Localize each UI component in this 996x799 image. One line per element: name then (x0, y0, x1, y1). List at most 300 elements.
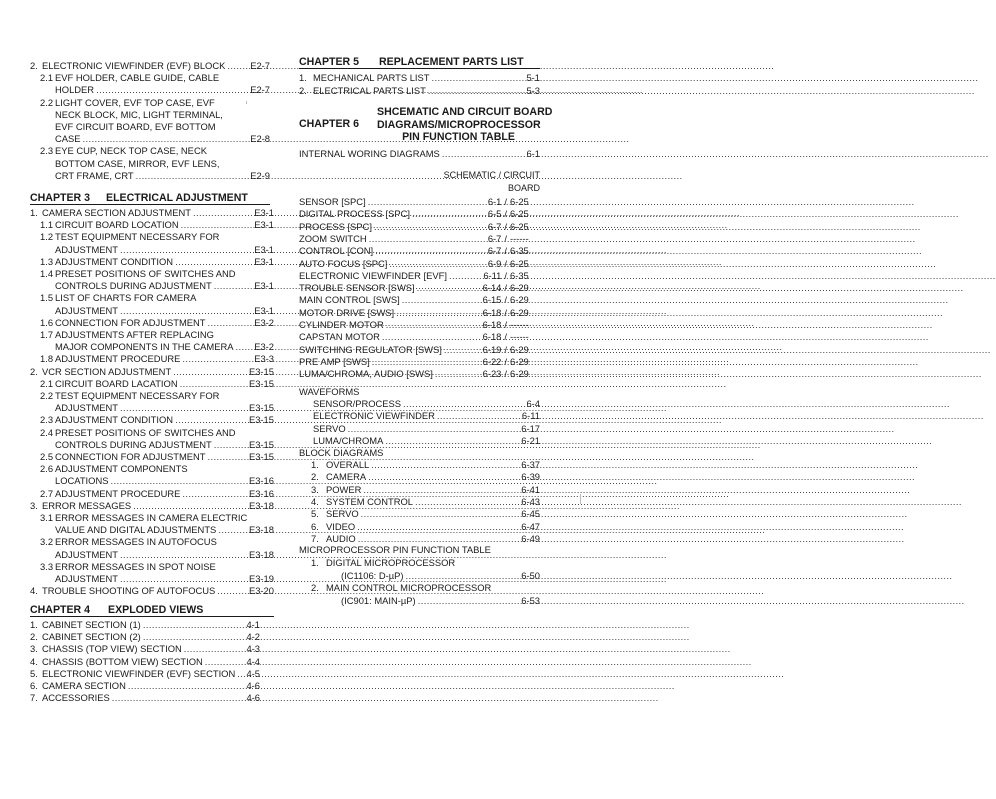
dot-leader (180, 378, 247, 390)
item-text: ADJUSTMENT COMPONENTS (55, 463, 188, 475)
toc-line (299, 282, 540, 294)
schematic-page: 6-9 (487, 257, 502, 269)
chapter-title-line: DIAGRAMS/MICROPROCESSOR (377, 118, 541, 131)
toc-line (326, 484, 540, 496)
diagram-name: ZOOM SWITCH (299, 232, 367, 244)
board-page: 6-25 (510, 220, 529, 232)
item-text: ADJUSTMENT CONDITION (55, 255, 174, 267)
item-text: ACCESSORIES (42, 692, 110, 704)
page-number: 6-43 (521, 495, 540, 507)
dot-leader (442, 148, 525, 160)
toc-line (42, 585, 274, 597)
toc-line (299, 294, 540, 306)
dot-leader (437, 410, 520, 422)
dot-leader (175, 414, 247, 426)
page-number: E3-16 (248, 487, 274, 499)
diagram-name: ELECTRONIC VIEWFINDER [EVF] (299, 269, 447, 281)
item-text: CASE (55, 133, 81, 145)
separator: / (504, 368, 507, 380)
item-text: VALUE AND DIGITAL ADJUSTMENTS (55, 524, 217, 536)
item-text: LOCATIONS (55, 475, 109, 487)
waveform-name: SENSOR/PROCESS (313, 398, 402, 409)
item-number: 2.1 (40, 72, 54, 84)
item-text: ADJUSTMENT (55, 243, 119, 255)
item-text: CONTROLS DURING ADJUSTMENT (55, 438, 212, 450)
dot-leader (371, 459, 519, 471)
scan-mark (580, 494, 581, 504)
item-text: MAJOR COMPONENTS IN THE CAMERA (55, 341, 234, 353)
item-text: BOTTOM CASE, MIRROR, EVF LENS, (55, 157, 220, 169)
page-number: 6-21 (521, 434, 540, 446)
item-number: 2.5 (40, 451, 54, 462)
schematic-page: 6-23 (482, 368, 502, 380)
block-name: OVERALL (326, 459, 370, 470)
item-text: CIRCUIT BOARD LACATION (55, 377, 178, 389)
item-number: 2. (299, 84, 307, 96)
item-number: 2. (30, 60, 38, 71)
toc-line (55, 329, 288, 341)
chapter-label: CHAPTER 3 (30, 192, 91, 204)
board-page: ------ (510, 331, 529, 343)
page-number: 6-41 (521, 483, 540, 495)
page-number: E3-1 (254, 255, 274, 267)
board-page: ------ (510, 319, 529, 330)
page-number: E3-18 (248, 548, 274, 560)
item-text: CAMERA SECTION (42, 680, 126, 691)
toc-line (55, 72, 288, 84)
dot-leader (193, 207, 252, 219)
separator: / (504, 196, 507, 207)
item-text: ADJUSTMENT (55, 548, 119, 560)
micro-name: MAIN CONTROL MICROPROCESSOR (326, 582, 492, 593)
dot-leader (173, 366, 247, 378)
chapter-underline (30, 616, 274, 617)
toc-line (55, 133, 270, 145)
page-number: E3-15 (248, 451, 274, 462)
toc-line (55, 109, 288, 121)
dot-leader (412, 208, 486, 220)
dot-leader (368, 471, 519, 483)
dot-leader (208, 451, 247, 463)
chapter-heading (299, 56, 524, 69)
item-text: CONNECTION FOR ADJUSTMENT (55, 451, 206, 462)
toc-line (55, 219, 274, 231)
toc-line (55, 97, 288, 109)
toc-line (326, 557, 540, 569)
item-text: PRESET POSITIONS OF SWITCHES AND (55, 426, 236, 438)
dot-leader (136, 170, 249, 182)
item-text: INTERNAL WORING DIAGRAMS (299, 148, 440, 159)
toc-line (299, 258, 540, 270)
item-number: 1.6 (40, 316, 54, 328)
toc-line (299, 319, 540, 331)
diagram-name: SWITCHING REGULATOR [SWS] (299, 343, 442, 355)
item-text: ADJUSTMENT PROCEDURE (55, 353, 181, 365)
schematic-page: 6-7 (487, 232, 502, 244)
item-text: CIRCUIT BOARD LOCATION (55, 219, 179, 231)
item-number: 1. (30, 207, 38, 218)
dot-leader (214, 439, 247, 451)
item-number: 3.3 (40, 560, 54, 572)
item-number: 1.5 (40, 292, 54, 304)
dot-leader (237, 668, 244, 680)
page-number: E2-7 (250, 84, 270, 96)
toc-line (313, 72, 540, 84)
item-number: 5. (30, 667, 38, 679)
toc-line (55, 256, 274, 268)
dot-leader (184, 643, 245, 655)
separator: / (504, 232, 507, 244)
item-number: 1.2 (40, 231, 54, 243)
dot-leader (218, 524, 247, 536)
page-number: E3-15 (248, 377, 274, 389)
toc-line (42, 60, 270, 72)
separator: / (504, 282, 507, 294)
dot-leader (208, 317, 253, 329)
toc-line (55, 427, 288, 439)
toc-line (42, 500, 274, 512)
item-number: 2. (311, 471, 319, 483)
item-text: VCR SECTION ADJUSTMENT (42, 365, 172, 377)
toc-line (42, 619, 260, 631)
schematic-page: 6-22 (482, 355, 502, 367)
toc-line (42, 631, 260, 643)
toc-line (55, 536, 288, 548)
item-number: 2.6 (40, 463, 54, 475)
item-text: TEST EQUIPMENT NECESSARY FOR (55, 390, 220, 401)
page-number: 6-49 (521, 532, 540, 544)
dot-leader (120, 244, 252, 256)
board-page: 6-29 (510, 355, 529, 367)
toc-line (42, 656, 260, 668)
dot-leader (385, 435, 519, 447)
toc-line (313, 435, 540, 447)
dot-leader (402, 294, 481, 306)
item-text: HOLDER (55, 84, 95, 96)
dot-leader (403, 398, 524, 410)
page-number: E3-15 (248, 414, 274, 426)
item-number: 3. (30, 643, 38, 655)
diagram-name: MOTOR DRIVE [SWS] (299, 306, 395, 318)
dot-leader (357, 521, 519, 533)
item-text: ELECTRONIC VIEWFINDER (EVF) BLOCK (42, 60, 226, 71)
diagram-name: CAPSTAN MOTOR (299, 331, 380, 343)
toc-line (42, 207, 274, 219)
toc-line (42, 366, 274, 378)
toc-line (42, 668, 260, 680)
item-text: TEST EQUIPMENT NECESSARY FOR (55, 231, 220, 243)
separator: / (504, 343, 507, 355)
dot-leader (120, 549, 247, 561)
page-number: E2-9 (250, 169, 270, 181)
toc-line (55, 84, 270, 96)
toc-line (55, 414, 274, 426)
schematic-page: 6-1 (487, 196, 502, 207)
item-number: 2.3 (40, 414, 54, 426)
dot-leader (428, 85, 525, 97)
item-number: 3.2 (40, 536, 54, 548)
item-text: ELECTRONIC VIEWFINDER (EVF) SECTION (42, 667, 236, 679)
item-text: CAMERA SECTION ADJUSTMENT (42, 207, 191, 218)
item-number: 1.1 (40, 219, 54, 231)
item-number: 2. (30, 631, 38, 643)
schematic-page: 6-11 (483, 269, 502, 281)
toc-line (299, 307, 540, 319)
dot-leader (361, 508, 520, 520)
chapter-title: EXPLODED VIEWS (108, 604, 204, 616)
toc-line (341, 570, 540, 582)
block-name: POWER (326, 483, 362, 495)
page-number: 4-6 (246, 692, 260, 704)
toc-line (299, 221, 540, 233)
page-number: 4-5 (246, 667, 260, 679)
diagram-name: PROCESS [SPC] (299, 220, 372, 232)
dot-leader (374, 221, 486, 233)
column-header-schematic: SCHEMATIC / CIRCUIT (443, 170, 540, 180)
diagram-name: SENSOR [SPC] (299, 196, 366, 207)
item-number: 2.2 (40, 96, 54, 108)
toc-line (55, 317, 274, 329)
item-text: ADJUSTMENT (55, 573, 119, 584)
board-page: 6-35 (510, 269, 529, 281)
chapter-title: REPLACEMENT PARTS LIST (379, 56, 524, 68)
item-text: CHASSIS (TOP VIEW) SECTION (42, 643, 182, 655)
page-number: E3-2 (254, 341, 274, 353)
item-text: CONTROLS DURING ADJUSTMENT (55, 280, 212, 292)
toc-line (55, 463, 288, 475)
schematic-page: 6-7 (487, 220, 502, 232)
toc-line (299, 368, 540, 380)
page-number: E3-18 (248, 524, 274, 536)
board-page: ------ (510, 232, 529, 244)
toc-line (299, 208, 540, 220)
toc-line (55, 341, 274, 353)
toc-line (55, 244, 274, 256)
page-number: 6-37 (521, 459, 540, 470)
item-number: 2.4 (40, 426, 54, 438)
item-text: CABINET SECTION (1) (42, 619, 141, 630)
page-number: E3-15 (248, 402, 274, 414)
dot-leader (396, 307, 480, 319)
page-number: 4-6 (246, 680, 260, 691)
toc-line (299, 356, 540, 368)
item-number: 1. (311, 459, 319, 470)
chapter-underline (30, 204, 270, 205)
toc-line (55, 561, 288, 573)
item-number: 4. (30, 585, 38, 597)
chapter-label: CHAPTER 6 (299, 118, 360, 130)
separator: / (504, 208, 507, 220)
toc-line (299, 148, 540, 160)
item-number: 1. (311, 557, 319, 568)
item-text: ERROR MESSAGES IN CAMERA ELECTRIC (55, 512, 248, 523)
item-number: 7. (30, 692, 38, 704)
chapter-title: ELECTRICAL ADJUSTMENT (106, 192, 248, 204)
toc-line (326, 508, 540, 520)
chapter-label: CHAPTER 4 (30, 604, 91, 616)
item-text: MECHANICAL PARTS LIST (313, 72, 430, 83)
dot-leader (368, 196, 486, 208)
micro-ic: (IC1106: D-µP) (341, 569, 404, 581)
page-number: E2-8 (250, 133, 270, 145)
dot-leader (432, 72, 525, 84)
page-number: E3-18 (248, 499, 274, 511)
page-number: 4-4 (246, 655, 260, 667)
toc-line (55, 353, 274, 365)
item-number: 3. (30, 499, 38, 511)
page-number: 6-39 (521, 471, 540, 483)
schematic-page: 6-14 (482, 282, 502, 294)
page-number: E3-15 (248, 438, 274, 450)
toc-line (55, 475, 274, 487)
item-number: 2. (30, 365, 38, 377)
dot-leader (363, 484, 519, 496)
board-page: 6-35 (510, 245, 529, 257)
item-text: EVF CIRCUIT BOARD, EVF BOTTOM (55, 121, 216, 132)
dot-leader (369, 233, 486, 245)
page-number: 6-4 (526, 398, 540, 409)
toc-line (55, 573, 274, 585)
chapter-label: CHAPTER 5 (299, 56, 360, 68)
waveform-name: LUMA/CHROMA (313, 434, 384, 446)
toc-line (55, 305, 274, 317)
dot-leader (372, 356, 481, 368)
micro-ic: (IC901: MAIN-µP) (341, 594, 416, 606)
page-number: E3-15 (248, 365, 274, 377)
separator: / (504, 245, 507, 257)
page-number: E3-2 (254, 316, 274, 328)
dot-leader (182, 353, 252, 365)
page-number: E2-7 (250, 60, 270, 71)
toc-line (42, 680, 260, 692)
block-name: VIDEO (326, 520, 356, 532)
diagram-name: TROUBLE SENSOR [SWS] (299, 282, 415, 294)
toc-line (326, 521, 540, 533)
dot-leader (182, 488, 247, 500)
diagram-name: PRE AMP [SWS] (299, 355, 370, 367)
item-text: ADJUSTMENTS AFTER REPLACING (55, 329, 214, 340)
page-number: 6-17 (521, 422, 540, 434)
item-number: 1.7 (40, 329, 54, 340)
dot-leader (120, 573, 247, 585)
item-text: EYE CUP, NECK TOP CASE, NECK (55, 145, 207, 157)
waveform-name: ELECTRONIC VIEWFINDER (313, 410, 435, 422)
dot-leader (83, 133, 249, 145)
item-number: 3. (311, 483, 319, 495)
schematic-page: 6-18 (482, 331, 502, 343)
toc-line (299, 344, 540, 356)
item-text: NECK BLOCK, MIC, LIGHT TERMINAL, (55, 108, 223, 120)
separator: / (504, 319, 507, 330)
page-number: 4-2 (246, 631, 260, 643)
toc-line (55, 451, 274, 463)
schematic-page: 6-19 (482, 343, 502, 355)
dot-leader (415, 496, 519, 508)
dot-leader (435, 368, 481, 380)
item-number: 4. (30, 655, 38, 667)
toc-line (299, 331, 540, 343)
toc-line (55, 145, 288, 157)
schematic-page: 6-7 (487, 245, 502, 257)
item-number: 6. (311, 520, 319, 532)
item-text: CONNECTION FOR ADJUSTMENT (55, 316, 206, 328)
dot-leader (175, 256, 252, 268)
dot-leader (133, 500, 247, 512)
dot-leader (181, 219, 253, 231)
toc-line (55, 121, 288, 133)
schematic-page: 6-18 (482, 306, 502, 318)
separator: / (504, 306, 507, 318)
dot-leader (143, 631, 245, 643)
item-number: 4. (311, 495, 319, 507)
board-page: 6-29 (510, 368, 529, 380)
dot-leader (217, 585, 247, 597)
dot-leader (112, 692, 245, 704)
page-number: E3-1 (254, 280, 274, 292)
schematic-page: 6-5 (487, 208, 502, 220)
item-text: ERROR MESSAGES (42, 499, 132, 511)
diagram-name: DIGITAL PROCESS [SPC] (299, 208, 410, 220)
separator: / (504, 331, 507, 343)
item-text: PRESET POSITIONS OF SWITCHES AND (55, 268, 236, 279)
block-name: AUDIO (326, 532, 356, 544)
column-header-board: BOARD (507, 183, 540, 193)
toc-line (55, 268, 288, 280)
page-number: E3-1 (254, 243, 274, 255)
toc-line (326, 533, 540, 545)
item-number: 5. (311, 508, 319, 520)
page-number: E3-19 (248, 573, 274, 584)
toc-line (326, 459, 540, 471)
chapter-title-line: PIN FUNCTION TABLE (402, 131, 515, 143)
dot-leader (143, 619, 245, 631)
dot-leader (110, 475, 246, 487)
page-number: E3-20 (248, 585, 274, 597)
item-text: LIST OF CHARTS FOR CAMERA (55, 292, 197, 304)
dot-leader (120, 305, 252, 317)
page-number: 5-3 (526, 84, 540, 96)
page-number: 4-3 (246, 643, 260, 655)
dot-leader (449, 270, 481, 282)
toc-line (42, 643, 260, 655)
dot-leader (418, 595, 520, 607)
dot-leader (227, 60, 248, 72)
item-number: 2.2 (40, 390, 54, 401)
item-text: ERROR MESSAGES IN SPOT NOISE (55, 560, 216, 572)
item-text: ADJUSTMENT (55, 304, 119, 316)
toc-line (55, 231, 288, 243)
toc-line (42, 692, 260, 704)
board-page: 6-29 (510, 282, 529, 294)
dot-leader (389, 258, 485, 270)
diagram-name: CONTROL [CON] (299, 245, 374, 257)
dot-leader (358, 533, 520, 545)
chapter-heading (30, 604, 204, 617)
item-text: ADJUSTMENT PROCEDURE (55, 487, 181, 499)
dot-leader (205, 656, 245, 668)
item-number: 1. (30, 619, 38, 630)
item-number: 1. (299, 72, 307, 83)
page-number: E3-1 (254, 304, 274, 316)
toc-line (341, 595, 540, 607)
page-number: E3-3 (254, 353, 274, 365)
toc-line (299, 196, 540, 208)
item-text: CRT FRAME, CRT (55, 169, 134, 181)
item-text: CABINET SECTION (2) (42, 631, 141, 643)
page-number: 6-53 (521, 594, 540, 606)
toc-line (299, 245, 540, 257)
dot-leader (348, 423, 520, 435)
